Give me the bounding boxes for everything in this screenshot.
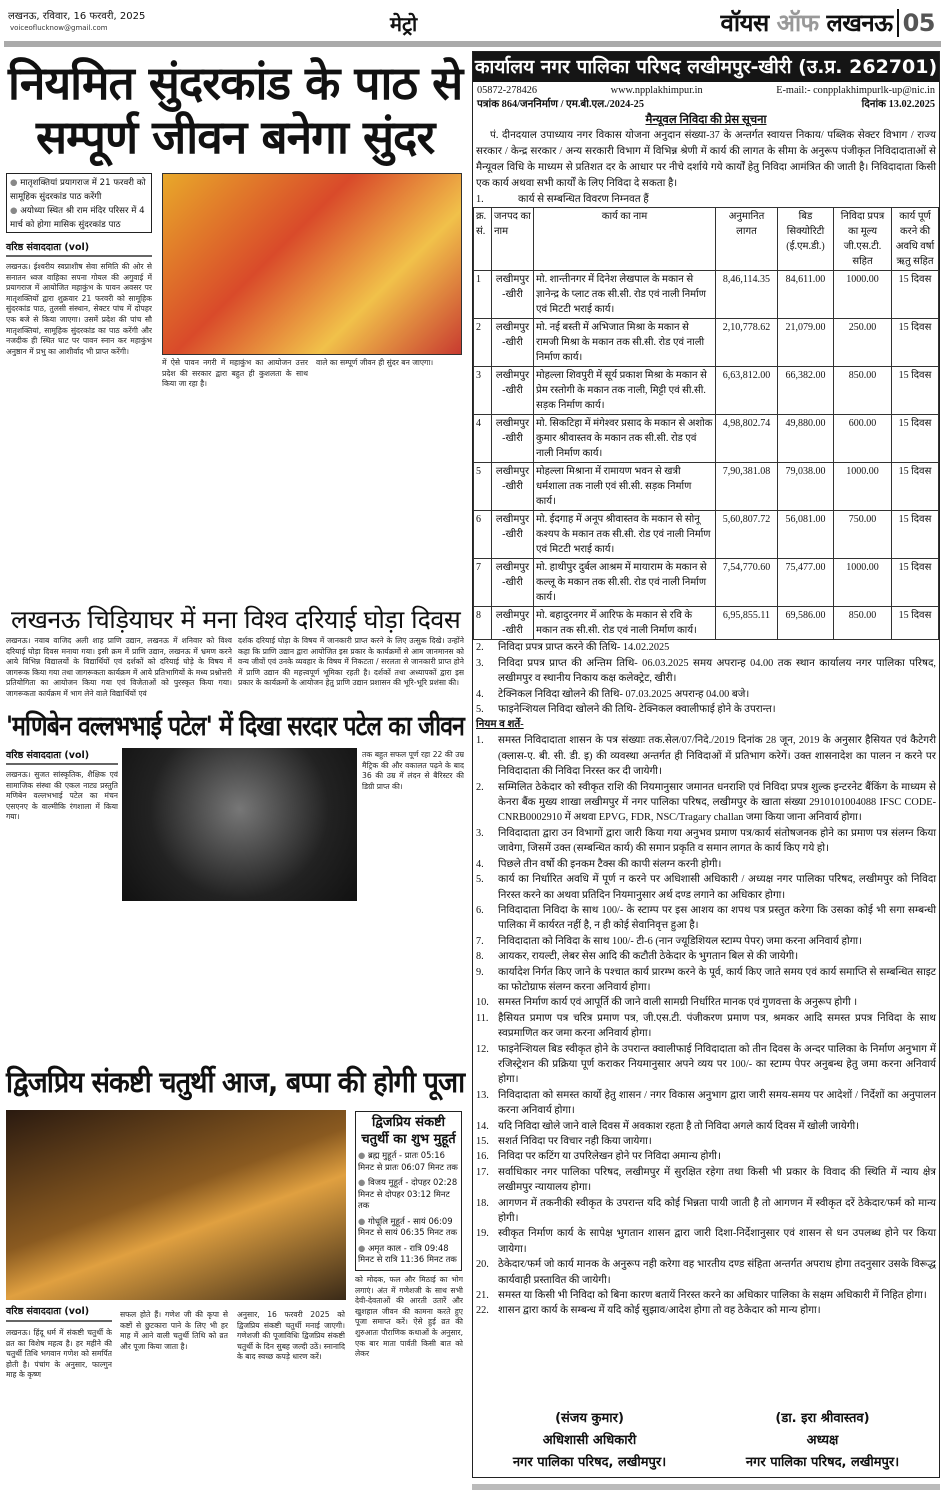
item-number: 17. xyxy=(476,1166,489,1178)
item-number: 18. xyxy=(476,1197,489,1209)
headline-line-wrap xyxy=(5,56,465,110)
table-row xyxy=(474,415,939,463)
item-number: 14. xyxy=(476,1120,489,1132)
item-text: आयकर, रायल्टी, लेबर सेस आदि की कटौती ठेकेदार के भुगतान बिल से की जायेगी। xyxy=(498,951,799,963)
article-text: को मोदक, फल और मिठाई का भोग लगाएं। अंत में गणेशजी के साथ सभी देवी-देवताओं की आरती उतारें और खुशहाल जीवन की कामना करते हुए पूजा समाप्त करें। ऐसे हुई व्रत की शुरुआतः पौराणिक कथाओं के अनुसार, एक बार माता पार्वती किसी बात को लेकर xyxy=(355,1275,463,1359)
headline-maniben: 'मणिबेन वल्लभभाई पटेल' में दिखा सरदार पटेल का जीवन xyxy=(6,711,464,742)
signatory-1 xyxy=(513,1408,666,1474)
table-cell: 66,382.00 xyxy=(778,367,834,415)
table-row xyxy=(474,367,939,415)
item-number: 5. xyxy=(476,704,484,716)
signatures xyxy=(473,1404,939,1477)
table-cell: मो. सिकटिहा में मंगेश्वर प्रसाद के मकान से अशोक कुमार श्रीवास्तव के मकान तक सी.सी. रोड एवं नाली निर्माण कार्य। xyxy=(534,415,716,463)
list-item xyxy=(473,965,939,996)
table-cell: 7 xyxy=(474,559,492,607)
list-item xyxy=(473,1165,939,1196)
item-text: कार्य से सम्बन्धित विवरण निम्नवत हैं xyxy=(518,194,649,205)
list-item xyxy=(473,1119,939,1134)
notice-intro: पं. दीनदयाल उपाध्याय नगर विकास योजना अनुदान संख्या-37 के अन्तर्गत स्वायत्त निकाय/ पब्लिक सेक्टर विभाग / राज्य सरकार / केन्द्र सरकार / अन्य सरकारी विभाग में विभिन्न श्रेणी में कार्य की लागत के सीमा के अनुरूप पंजीकृत निविदादाताओं से मैन्यूवल विधि के माध्यम से प्रतिशत दर के आधार पर नीचे दर्शाये गये कार्यों हेतु निविदा आमंत्रित की जाती है। निविदादाता किसी एक कार्य अथवा सभी कार्यों के लिए निविदा दे सकता है। xyxy=(476,130,936,189)
item-text: सशर्त निविदा पर विचार नही किया जायेगा। xyxy=(498,1136,652,1147)
table-cell: 49,880.00 xyxy=(778,415,834,463)
headline-sankashti-wrap xyxy=(6,1064,464,1100)
item-text: निविदा पर कटिंग या उपरिलेखन होने पर निविदा अमान्य होगी। xyxy=(498,1151,721,1163)
column-header: बिड सिक्योरिटी (ई.एम.डी.) xyxy=(778,208,834,271)
table-cell: 6,63,812.00 xyxy=(716,367,778,415)
item-number: 15. xyxy=(476,1136,489,1147)
headline-sundarkand xyxy=(5,56,465,164)
table-cell: लखीमपुर -खीरी xyxy=(492,559,534,607)
item-text: कार्यादेश निर्गत किए जाने के पश्चात कार्य प्रारम्भ करने के पूर्व, कार्य किए जाते समय एवं कार्य समाप्ति से सम्बन्धित साइट का फोटोग्राफ संलग्न करना अनिवार्य होगा। xyxy=(498,966,936,993)
name: (डा. इरा श्रीवास्तव) xyxy=(775,1411,870,1426)
item-number: 13. xyxy=(476,1089,489,1101)
byline: वरिष्ठ संवाददाता (vol) xyxy=(6,750,90,761)
table-cell: 15 दिवस xyxy=(892,559,939,607)
headline-maniben-wrap xyxy=(6,710,464,744)
table-cell: लखीमपुर -खीरी xyxy=(492,511,534,559)
photo-stage-performance xyxy=(122,748,357,901)
email: E-mail:- conpplakhimpurlk-up@nic.in xyxy=(776,85,935,96)
table-cell: 4 xyxy=(474,415,492,463)
table-cell: 1000.00 xyxy=(834,271,892,319)
notice-date: दिनांक 13.02.2025 xyxy=(861,99,935,110)
item-text: निविदा प्रपत्र प्राप्त करने की तिथि- 14.02.2025 xyxy=(498,642,670,654)
office: नगर पालिका परिषद, लखीमपुर। xyxy=(512,1455,667,1470)
table-cell: 15 दिवस xyxy=(892,271,939,319)
headline-line: नियमित सुंदरकांड के पाठ से xyxy=(8,56,463,110)
column-header: निविदा प्रपत्र का मूल्य जी.एस.टी. सहित xyxy=(834,208,892,271)
item-number: 4. xyxy=(476,858,484,870)
table-cell: लखीमपुर -खीरी xyxy=(492,463,534,511)
article-text: में ऐसे पावन नगरी में महाकुंभ का आयोजन उत्तर प्रदेश की सरकार द्वारा बहुत ही कुशलता के साथ किया जा रहा है। xyxy=(162,358,308,389)
item-number: 19. xyxy=(476,1228,489,1240)
headline-sankashti: द्विजप्रिय संकष्टी चतुर्थी आज, बप्पा की होगी पूजा xyxy=(6,1065,465,1099)
table-cell: 8 xyxy=(474,607,492,640)
column-header: अनुमानित लागत xyxy=(716,208,778,271)
table-row xyxy=(474,559,939,607)
works-table xyxy=(473,207,939,640)
item-number: 12. xyxy=(476,1043,489,1055)
article-text: दर्शक दरियाई घोड़ा के विषय में जानकारी प्राप्त करने के लिए उत्सुक दिखे। उन्होंने कहा कि प्राणि उद्यान द्वारा आयोजित इस प्रकार के कार्यक्रमों से आम जानमानस को वन्य जीवों एवं उनके व्यवहार के विषय में निकटता / सरलता से जानकारी प्राप्त होने में प्राणि उद्यान की महत्त्वपूर्ण भूमिका रहती है। दर्शकों तथा अध्यापकों द्वारा इस प्रकार के कार्यक्रमों के आयोजन हेतु प्राणि उद्यान प्रशासन की भूरि-भूरि प्रशंसा की। xyxy=(238,636,464,688)
brand-part: ऑफ xyxy=(776,9,819,37)
table-cell: 79,038.00 xyxy=(778,463,834,511)
table-cell: लखीमपुर -खीरी xyxy=(492,367,534,415)
page-number: 05 xyxy=(897,9,935,37)
article-text: तक बहुत सफल पूर्ण रहा 22 की उम्र मैट्रिक की और वकालत पढ़ने के बाद 36 की उम्र में लंदन से बैरिस्टर की डिग्री प्राप्त की। xyxy=(362,750,464,791)
item-text: पिछले तीन वर्षो की इनकम टैक्स की कापी संलग्न करनी होगी। xyxy=(498,858,722,870)
list-item xyxy=(473,1134,939,1149)
item-number: 8. xyxy=(476,951,484,963)
table-cell: 3 xyxy=(474,367,492,415)
list-item xyxy=(473,733,939,779)
article-text: लखनऊ। हिंदू धर्म में संकष्टी चतुर्थी के व्रत का विशेष महत्व है। हर महीने की चतुर्थी तिथि भगवान गणेश को समर्पित होती है। पंचांग के अनुसार, फाल्गुन माह के कृष्ण xyxy=(6,1328,112,1380)
divider xyxy=(6,255,152,257)
item-number: 1. xyxy=(476,735,484,747)
item-number: 22. xyxy=(476,1305,489,1317)
table-cell: 1000.00 xyxy=(834,463,892,511)
item-number: 16. xyxy=(476,1151,489,1163)
muhurat-box xyxy=(355,1111,462,1271)
table-cell: 15 दिवस xyxy=(892,415,939,463)
item-number: 6. xyxy=(476,904,484,916)
table-cell: 2 xyxy=(474,319,492,367)
item-number: 1. xyxy=(476,194,484,205)
table-cell: 600.00 xyxy=(834,415,892,463)
item-text: हैसियत प्रमाण पत्र चरित्र प्रमाण पत्र, जी.एस.टी. पंजीकरण प्रमाण पत्र, श्रमकर आदि समस्त प्रपत्र निविदा के साथ स्वप्रमाणित कर जमा करना अनिवार्य होगा। xyxy=(498,1012,936,1040)
table-cell: मो. बहादुरनगर में आरिफ के मकान से रवि के मकान तक सी.सी. रोड एवं नाली निर्माण कार्य। xyxy=(534,607,716,640)
list-item xyxy=(473,702,939,717)
article-text: लखनऊ। सुजत सांस्कृतिक, शैक्षिक एवं सामाजिक संस्था की एकल नाट्य प्रस्तुति मणिबेन वल्लभभाई पटेल का मंचन एसएनए के वाल्मीकि रंगशाला में किया गया। xyxy=(6,770,118,822)
item-number: 2. xyxy=(476,781,484,793)
list-item xyxy=(473,640,939,655)
muhurat-item: ● अमृत काल - रात्रि 09:48 मिनट से रात्रि 11:36 मिनट तक xyxy=(358,1243,459,1266)
highlights-box xyxy=(6,173,152,233)
list-item xyxy=(473,656,939,687)
website: www.npplakhimpur.in xyxy=(610,85,703,96)
table-cell: मोहल्ला मिश्राना में रामायण भवन से खत्री धर्मशाला तक नाली एवं सी.सी. सड़क निर्माण कार्य। xyxy=(534,463,716,511)
headline-zoo-wrap xyxy=(8,605,463,635)
table-cell: 8,46,114.35 xyxy=(716,271,778,319)
table-cell: 75,477.00 xyxy=(778,559,834,607)
item-number: 10. xyxy=(476,997,489,1009)
item-number: 9. xyxy=(476,966,484,978)
tender-notice xyxy=(472,51,940,1478)
item-text: कार्य का निर्धारित अवधि में पूर्ण न करने पर अधिशासी अधिकारी / अध्यक्ष नगर पालिका परिषद, लखीमपुर को निविदा निरस्त करने का अथवा प्रतिदिन नियमानुसार अर्थ दण्ड लगाने का अधिकार होगा। xyxy=(498,874,936,901)
item-number: 4. xyxy=(476,688,484,700)
headline-line-wrap xyxy=(5,110,465,164)
section-name: मेट्रो xyxy=(390,12,418,36)
table-cell: 850.00 xyxy=(834,367,892,415)
list-item xyxy=(473,826,939,857)
article-text: अनुसार, 16 फरवरी 2025 को द्विजप्रिय संकष्टी चतुर्थी मनाई जाएगी। गणेशजी की पूजाविधिः द्विजप्रिय संकष्टी चतुर्थी के दिन सुबह जल्दी उठें। स्नानादि के बाद स्वच्छ कपड़े धारण करें। xyxy=(237,1310,345,1362)
item-text: शासन द्वारा कार्य के सम्बन्ध में यदि कोई सुझाव/आदेश होगा तो वह ठेकेदार को मान्य होगा। xyxy=(498,1305,821,1317)
item-text: निविदादाता को समस्त कार्यो हेतु शासन / नगर विकास अनुभाग द्वारा जारी समय-समय पर आदेशों / निर्देशों का अनुपालन करना अनिवार्य होगा। xyxy=(498,1089,936,1117)
item-number: 3. xyxy=(476,657,484,669)
table-cell: 1000.00 xyxy=(834,559,892,607)
brand-part: लखनऊ xyxy=(826,9,893,37)
contact-email: voiceoflucknow@gmail.com xyxy=(10,24,108,32)
item-number: 7. xyxy=(476,935,484,947)
office: नगर पालिका परिषद, लखीमपुर। xyxy=(745,1455,900,1470)
list-item xyxy=(473,934,939,949)
table-cell: मोहल्ला शिवपुरी में सूर्य प्रकाश मिश्रा के मकान से प्रेम रस्तोगी के मकान तक नाली, मिट्टी एवं सी.सी. सड़क निर्माण कार्य। xyxy=(534,367,716,415)
muhurat-item: ● विजय मुहूर्त - दोपहर 02:28 मिनट से दोपहर 03:12 मिनट तक xyxy=(358,1177,459,1212)
muhurat-title: द्विजप्रिय संकष्टी चतुर्थी का शुभ मुहूर्त xyxy=(361,1115,456,1147)
item-text: टेक्निकल निविदा खोलने की तिथि- 07.03.2025 अपरान्ह 04.00 बजे। xyxy=(498,688,750,700)
list-item xyxy=(473,1042,939,1088)
article-text: लखनऊ। ईश्वरीय स्वप्नाशीष सेवा समिति की ओर से सनातन ध्वज वाहिका सपना गोयल की अगुवाई में प्रयागराज में आयोजित महाकुंभ के पावन अवसर पर मातृशक्तियों द्वारा शुक्रवार 21 फरवरी को सामूहिक सुंदरकांड पाठ, तुलसी संस्थान, सेक्टर पांच में दोपहर एक बजे से किया जाएगा। उसमें प्रदेश की पांच सौ मातृशक्तियां, सामूहिक सुंदरकांड का पाठ करेंगी और नजदीक ही स्थित घाट पर पावन स्नान कर महाकुंभ अनुष्ठान में प्रभु का आशीर्वाद भी प्राप्त करेंगी। xyxy=(6,262,152,356)
item-number: 11. xyxy=(476,1012,489,1024)
signatory-2 xyxy=(746,1408,899,1474)
table-row xyxy=(474,319,939,367)
photo-women-group xyxy=(162,173,462,355)
table-cell: 6 xyxy=(474,511,492,559)
table-cell: 5 xyxy=(474,463,492,511)
brand-part: वॉयस xyxy=(720,9,769,37)
column-header: कार्य का नाम xyxy=(534,208,716,271)
reference-number: पत्रांक 864/जननिर्माण / एम.बी.एल./2024-25 xyxy=(477,99,644,110)
designation: अधिशासी अधिकारी xyxy=(542,1433,637,1448)
item-text: सम्मिलित ठेकेदार को स्वीकृत राशि की नियमानुसार जमानत धनराशि एवं निविदा प्रपत्र शुल्क इन्टरनेट बैंकिंग के माध्यम से केनरा बैंक मुख्य शाखा लखीमपुर में नगर पालिका परिषद, लखीमपुर के खाता संख्या 2910101004088 IFSC CODE- CNRB0002910 में अथवा EPVG, FDR, NSC/Tragary challan जमा किया जाना अनिवार्य होगा। xyxy=(498,781,936,824)
list-item xyxy=(473,1149,939,1164)
table-cell: 6,95,855.11 xyxy=(716,607,778,640)
headline-line: सम्पूर्ण जीवन बनेगा सुंदर xyxy=(36,110,435,164)
table-cell: लखीमपुर -खीरी xyxy=(492,271,534,319)
footer-divider xyxy=(472,1484,940,1490)
table-cell: मो. नई बस्ती में अभिजात मिश्रा के मकान से रामजी मिश्रा के मकान तक सी.सी. रोड एवं नाली निर्माण कार्य। xyxy=(534,319,716,367)
rules-heading: नियम व शर्ते- xyxy=(476,719,524,731)
divider xyxy=(6,763,118,765)
table-cell: 69,586.00 xyxy=(778,607,834,640)
muhurat-item: ● ब्रह्म मुहूर्त - प्रातः 05:16 मिनट से प्रातः 06:07 मिनट तक xyxy=(358,1150,459,1173)
designation: अध्यक्ष xyxy=(806,1433,839,1448)
table-cell: 21,079.00 xyxy=(778,319,834,367)
item-text: फाइनेन्शियल निविदा खोलने की तिथि- टेक्निकल क्वालीफाई होने के उपरान्त। xyxy=(498,704,776,716)
article-text: लखनऊ। नवाब वाजिद अली शाह प्राणि उद्यान, लखनऊ में शनिवार को विश्व दरियाई घोड़ा दिवस मनाया गया। इसी क्रम में प्राणि उद्यान, लखनऊ में भ्रमण करने आये विभिन्न विद्यालयों के विद्यार्थियों एवं दर्शकों को दरियाई घोड़े के विषय में जागरूक किया गया तथा जागरूकता कार्यक्रम में आये प्रतिभागियों के मध्य प्रश्नोत्तरी प्रतियोगिता का आयोजन किया गया एवं विजेताओं को पुरस्कृत किया गया। जागरूकता कार्यक्रम में भाग लेने वाले विद्यार्थियों एवं xyxy=(6,636,232,698)
article-text: सफल होते हैं। गणेश जी की कृपा से कष्टों से छुटकारा पाने के लिए भी हर माह में आने वाली चतुर्थी तिथि को व्रत और पूजा किया जाता है। xyxy=(120,1310,228,1351)
list-item xyxy=(473,687,939,702)
list-item xyxy=(473,1088,939,1119)
item-text: निविदा प्रपत्र प्राप्त की अन्तिम तिथि- 06.03.2025 समय अपरान्ह 04.00 तक स्थान कार्यालय नगर पालिका परिषद, लखीमपुर व स्थानीय निकाय कक्ष कलेक्ट्रेट, खीरी। xyxy=(498,657,936,685)
masthead xyxy=(721,6,935,39)
list-item xyxy=(473,1011,939,1042)
table-cell: 15 दिवस xyxy=(892,367,939,415)
article-text: वाले का सम्पूर्ण जीवन ही सुंदर बन जाएगा। xyxy=(316,358,434,367)
phone: 05872-278426 xyxy=(477,85,538,96)
item-text: निविदादाता द्वारा उन विभागों द्वारा जारी किया गया अनुभव प्रमाण पत्र/कार्य संतोषजनक होने का प्रमाण पत्र संलग्न किया जावेगा, जिसमें उक्त (सम्बन्धित कार्य) की समान प्रकृति व समान लागत के कार्य किए गये हो। xyxy=(498,827,936,855)
list-item xyxy=(473,949,939,964)
item-number: 5. xyxy=(476,874,484,886)
byline: वरिष्ठ संवाददाता (vol) xyxy=(6,242,90,253)
list-item xyxy=(473,780,939,826)
table-cell: लखीमपुर -खीरी xyxy=(492,319,534,367)
item-text: फाइनेन्शियल बिड स्वीकृत होने के उपरान्त क्वालीफाई निविदादाता को तीन दिवस के अन्दर पालिका के निर्माण अनुभाग में रजिस्ट्रेशन की प्रक्रिया पूर्ण कराकर नियमानुसार अपने व्यय पर 100/- का स्टाम्प पेपर अनुबन्ध हेतु जमा करना अनिवार्य होगा। xyxy=(498,1043,936,1086)
name: (संजय कुमार) xyxy=(555,1411,624,1426)
issue-date: लखनऊ, रविवार, 16 फरवरी, 2025 xyxy=(8,11,146,22)
table-row xyxy=(474,463,939,511)
table-cell: 750.00 xyxy=(834,511,892,559)
item-text: समस्त निर्माण कार्य एवं आपूर्ति की जाने वाली सामग्री निर्धारित मानक एवं गुणवत्ता के अनुरूप होगी । xyxy=(498,997,858,1009)
table-row xyxy=(474,271,939,319)
item-number: 21. xyxy=(476,1290,489,1302)
item-text: निविदादाता को निविदा के साथ 100/- टी-6 (नान ज्यूडिशियल स्टाम्प पेपर) जमा करना अनिवार्य होगा। xyxy=(498,935,862,947)
item-number: 20. xyxy=(476,1259,489,1271)
table-cell: मो. हाथीपुर दुर्बल आश्रम में मायाराम के मकान से कल्लू के मकान तक सी.सी. रोड एवं नाली निर्माण कार्य। xyxy=(534,559,716,607)
table-cell: 84,611.00 xyxy=(778,271,834,319)
table-cell: लखीमपुर -खीरी xyxy=(492,607,534,640)
item-text: समस्त निविदादाता शासन के पत्र संख्याः तक.सेल/07/निदे./2019 दिनांक 28 जून, 2019 के अनुसार हैसियत एवं कैटेगरी (क्लास-ए. बी. सी. डी. इ) की व्यवस्था अन्तर्गत ही निविदाओं में प्रतिभाग करेगें। उक्त शासनादेश का पालन न करने पर निविदादाता की निविदा निरस्त कर दी जायेगी। xyxy=(498,735,936,778)
header-divider xyxy=(4,41,941,47)
photo-ganesha-idol xyxy=(6,1110,346,1300)
table-cell: 250.00 xyxy=(834,319,892,367)
list-item xyxy=(473,995,939,1010)
item-text: स्वीकृत निर्माण कार्य के सापेक्ष भुगतान शासन द्वारा जारी दिशा-निर्देशानुसार एवं शासन से धन उपलब्ध होने पर किया जायेगा। xyxy=(498,1228,936,1255)
list-item xyxy=(473,1288,939,1303)
notice-title: कार्यालय नगर पालिका परिषद लखीमपुर-खीरी (उ.प्र. 262701) xyxy=(473,52,939,82)
table-row xyxy=(474,607,939,640)
table-cell: 7,54,770.60 xyxy=(716,559,778,607)
table-cell: 7,90,381.08 xyxy=(716,463,778,511)
byline: वरिष्ठ संवाददाता (vol) xyxy=(6,1306,90,1317)
list-item xyxy=(473,872,939,903)
headline-zoo: लखनऊ चिड़ियाघर में मना विश्व दरियाई घोड़ा दिवस xyxy=(11,605,461,634)
table-row xyxy=(474,511,939,559)
list-item xyxy=(473,857,939,872)
table-cell: 1 xyxy=(474,271,492,319)
column-header: क्र. सं. xyxy=(474,208,492,271)
item-number: 3. xyxy=(476,827,484,839)
table-cell: 56,081.00 xyxy=(778,511,834,559)
highlight: ● मातृशक्तियां प्रयागराज में 21 फरवरी को सामूहिक सुंदरकांड पाठ करेंगी xyxy=(10,176,148,204)
item-text: समस्त या किसी भी निविदा को बिना कारण बतायें निरस्त करने का अधिकार पालिका के सक्षम अधिकारी में निहित होगा। xyxy=(498,1290,927,1302)
item-text: आगणन में तकनीकी स्वीकृत के उपरान्त यदि कोई भिन्नता पायी जाती है तो आगणन में स्वीकृत दरें ठेकेदार/फर्म को मान्य होगी। xyxy=(498,1197,936,1225)
item-text: निविदादाता निविदा के साथ 100/- के स्टाम्प पर इस आशय का शपथ पत्र प्रस्तुत करेगा कि उसका कोई भी सगा सम्बन्धी पालिका में कार्यरत नहीं है, न ही कोई सेवानिवृत्त हुआ है। xyxy=(498,904,936,932)
list-item xyxy=(473,1226,939,1257)
item-text: ठेकेदार/फर्म जो कार्य मानक के अनुरूप नही करेगा वह भारतीय दण्ड संहिता अन्तर्गत अपराध होगा तदनुसार उसके विरूद्ध कार्यवाही प्रस्तावित की जायेगी। xyxy=(498,1259,936,1286)
list-item xyxy=(473,1196,939,1227)
item-text: सर्वाधिकार नगर पालिका परिषद, लखीमपुर में सुरक्षित रहेगा तथा किसी भी प्रकार के विवाद की स्थिति में न्याय क्षेत्र लखीमपुर न्यायालय होगा। xyxy=(498,1166,936,1194)
item-number: 2. xyxy=(476,642,484,654)
notice-heading: मैन्यूवल निविदा की प्रेस सूचना xyxy=(645,114,767,126)
column-header: जनपद का नाम xyxy=(492,208,534,271)
table-cell: 5,60,807.72 xyxy=(716,511,778,559)
muhurat-item: ● गोधूलि मुहूर्त - सायं 06:09 मिनट से सायं 06:35 मिनट तक xyxy=(358,1216,459,1239)
table-cell: 2,10,778.62 xyxy=(716,319,778,367)
table-cell: 15 दिवस xyxy=(892,319,939,367)
table-cell: मो. ईदगाह में अनूप श्रीवास्तव के मकान से सोनू कश्यप के मकान तक सी.सी. रोड एवं नाली निर्माण एवं मिटटी भराई कार्य। xyxy=(534,511,716,559)
list-item xyxy=(473,1303,939,1318)
column-header: कार्य पूर्ण करने की अवधि वर्षा ऋतु सहित xyxy=(892,208,939,271)
table-cell: लखीमपुर -खीरी xyxy=(492,415,534,463)
divider xyxy=(6,1320,112,1322)
table-cell: मो. शान्तीनगर में दिनेश लेखपाल के मकान से ज्ञानेन्द्र के प्लाट तक सी.सी. रोड एवं नाली निर्माण एवं मिटटी भराई कार्य। xyxy=(534,271,716,319)
table-cell: 4,98,802.74 xyxy=(716,415,778,463)
list-item xyxy=(473,1257,939,1288)
highlight: ● अयोध्या स्थित श्री राम मंदिर परिसर में 4 मार्च को होगा मासिक सुंदरकांड पाठ xyxy=(10,204,148,232)
table-cell: 15 दिवस xyxy=(892,511,939,559)
table-cell: 850.00 xyxy=(834,607,892,640)
list-item xyxy=(473,903,939,934)
table-cell: 15 दिवस xyxy=(892,463,939,511)
item-text: यदि निविदा खोले जाने वाले दिवस में अवकाश रहता है तो निविदा अगले कार्य दिवस में खोली जायेगी। xyxy=(498,1120,860,1132)
table-cell: 15 दिवस xyxy=(892,607,939,640)
